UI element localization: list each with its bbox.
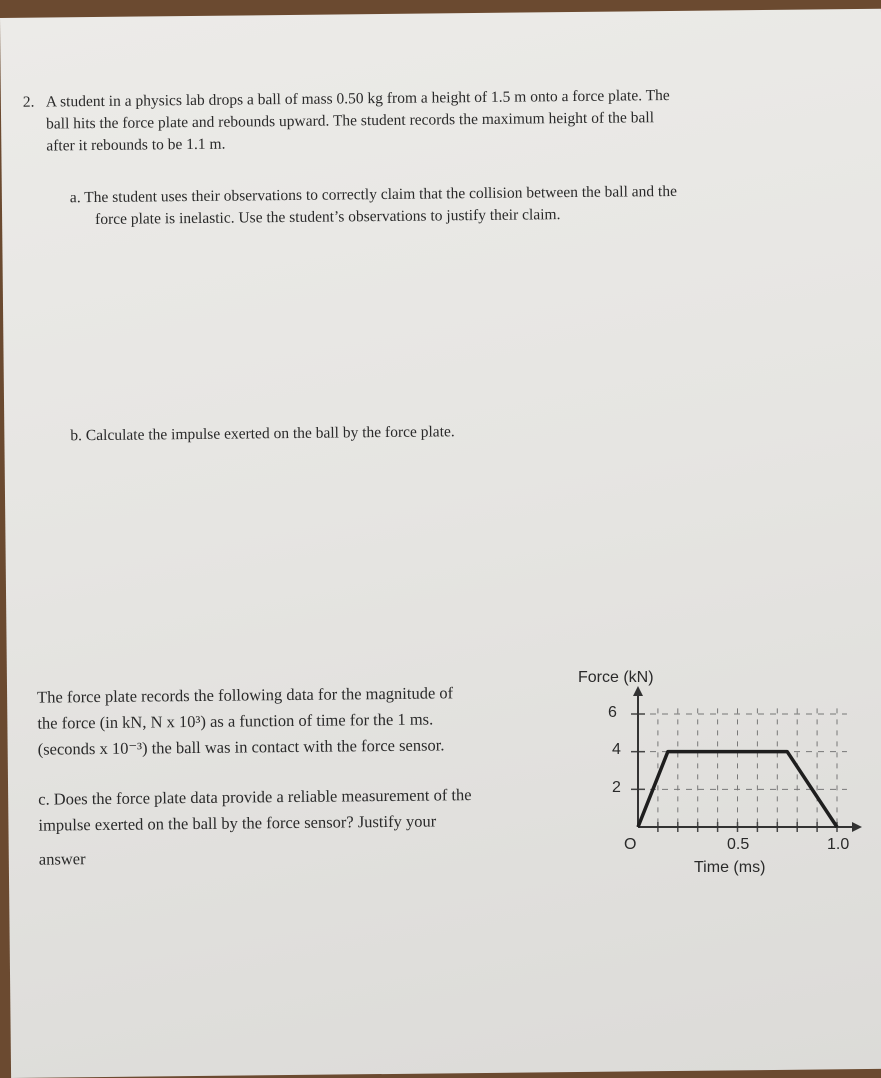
y-axis-arrow — [633, 686, 643, 696]
x-tick-label: O — [624, 836, 637, 853]
question-intro-line: A student in a physics lab drops a ball of mass 0.50 kg from a height of 1.5 m onto a force plate. The — [45, 86, 670, 111]
x-axis-arrow — [852, 822, 862, 832]
x-axis-label: Time (ms) — [694, 859, 766, 876]
part-c-prompt: c. Does the force plate data provide a reliable measurement of the — [38, 785, 472, 809]
part-c-prompt: impulse exerted on the ball by the force sensor? Justify your — [38, 811, 437, 835]
question-number: 2. — [22, 93, 35, 111]
y-tick-label: 4 — [612, 741, 621, 758]
question-intro-line: after it rebounds to be 1.1 m. — [46, 135, 226, 155]
y-axis-label: Force (kN) — [578, 669, 654, 686]
part-a-prompt: force plate is inelastic. Use the student’s observations to justify their claim. — [95, 206, 561, 229]
part-a-prompt: a. The student uses their observations to correctly claim that the collision between the ball and the — [69, 182, 678, 207]
part-c-prompt: answer — [38, 849, 86, 869]
x-tick-label: 1.0 — [827, 836, 850, 853]
y-tick-label: 2 — [612, 779, 621, 796]
data-description: The force plate records the following data for the magnitude of — [37, 683, 454, 707]
y-tick-label: 6 — [608, 704, 617, 721]
part-b-prompt: b. Calculate the impulse exerted on the ball by the force plate. — [70, 423, 455, 445]
data-description: (seconds x 10⁻³) the ball was in contact with the force sensor. — [37, 735, 445, 759]
data-description: the force (in kN, N x 10³) as a function of time for the 1 ms. — [37, 709, 434, 733]
x-tick-label: 0.5 — [727, 836, 750, 853]
question-intro-line: ball hits the force plate and rebounds upward. The student records the maximum height of the ball — [46, 109, 655, 133]
graph-grid — [631, 708, 847, 832]
